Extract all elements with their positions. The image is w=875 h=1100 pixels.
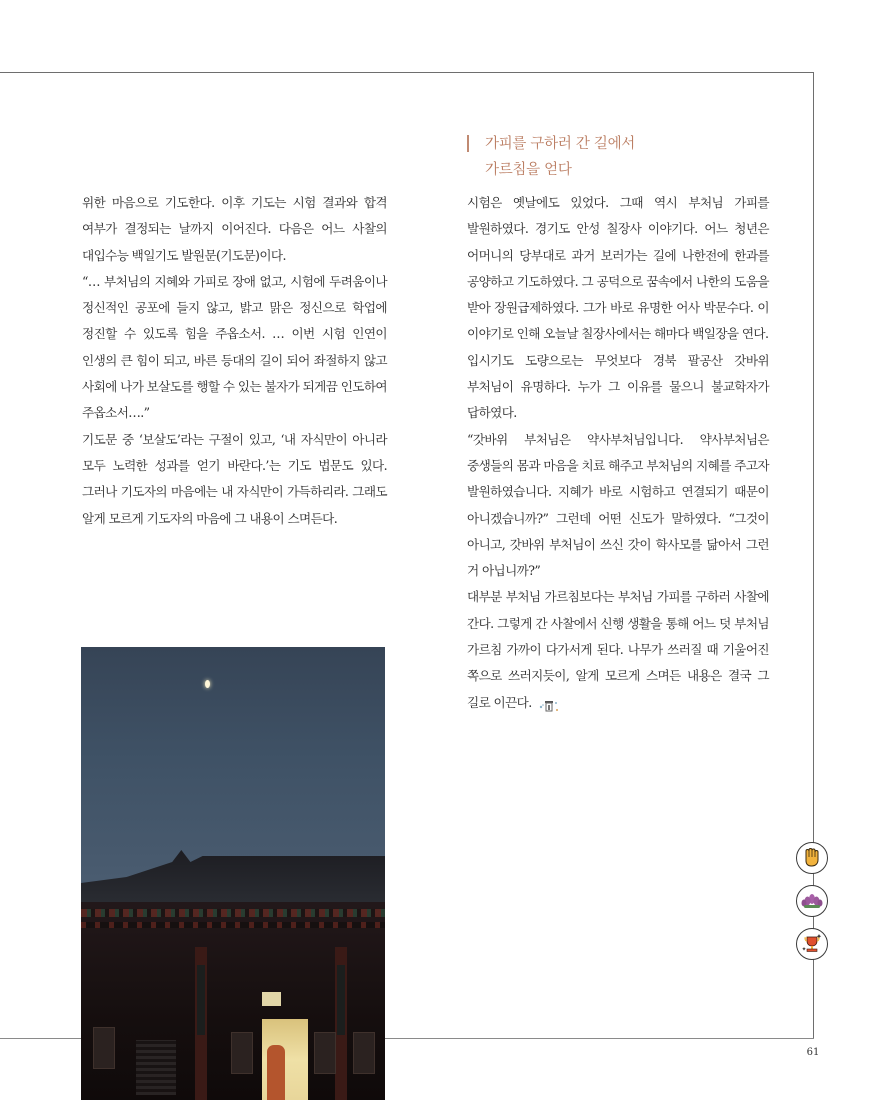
trophy-icon bbox=[796, 928, 828, 960]
prayer-quote: “… 부처님의 지혜와 가피로 장애 없고, 시험에 두려움이나 정신적인 공포에 들지 않고, 밝고 맑은 정신으로 학업에 정진할 수 있도록 힘을 주옵소서. … 이번 시험 인연이 인생의 큰 힘이 되고, 바른 등대의 길이 되어 좌절하지 않고 사회에 나가 보살도를 행할 수 있는 불자가 되게끔 인도하여 주옵소서….” bbox=[82, 273, 387, 421]
hand-icon bbox=[796, 842, 828, 874]
heading-line-1: 가피를 구하러 간 길에서 bbox=[485, 136, 635, 152]
wall-panel bbox=[231, 1032, 253, 1074]
section-heading bbox=[467, 131, 787, 183]
dancheong-pattern-lower bbox=[81, 922, 385, 928]
body-paragraph: 입시기도 도량으로는 무엇보다 경북 팔공산 갓바위 부처님이 유명하다. 누가 그 이유를 물으니 불교학자가 답하였다. bbox=[467, 352, 769, 421]
temple-end-mark-icon bbox=[538, 696, 560, 710]
monk-figure bbox=[267, 1045, 285, 1100]
body-paragraph: 시험은 옛날에도 있었다. 그때 역시 부처님 가피를 발원하였다. 경기도 안성 칠장사 이야기다. 어느 청년은 어머니의 당부대로 과거 보러가는 길에 나한전에 한과를 공양하고 기도하였다. 그 공덕으로 꿈속에서 나한의 도움을 받아 장원급제하였다. 그가 바로 유명한 어사 박문수다. 이 이야기로 인해 오늘날 칠장사에서는 해마다 백일장을 연다. bbox=[467, 195, 769, 342]
temple-pillar bbox=[195, 947, 207, 1100]
moon bbox=[205, 680, 210, 688]
temple-night-photo bbox=[81, 647, 385, 1100]
left-column bbox=[82, 190, 387, 532]
lit-doorway bbox=[262, 1019, 308, 1100]
body-paragraph: 위한 마음으로 기도한다. 이후 기도는 시험 결과와 합격 여부가 결정되는 날까지 이어진다. 다음은 어느 사찰의 대입수능 백일기도 발원문(기도문)이다. bbox=[82, 195, 387, 263]
page-number: 61 bbox=[806, 1047, 820, 1058]
dialogue-paragraph: “갓바위 부처님은 약사부처님입니다. 약사부처님은 중생들의 몸과 마음을 치료 해주고 부처님의 지혜를 주고자 발원하였습니다. 지혜가 바로 시험하고 연결되기 때문이 아니겠습니까?” 그런데 어떤 신도가 말하였다. “그것이 아니고, 갓바위 부처님이 쓰신 갓이 학사모를 닮아서 그런 거 아닙니까?” bbox=[467, 431, 769, 579]
wall-panel bbox=[314, 1032, 336, 1074]
temple-pillar bbox=[335, 947, 347, 1100]
lotus-icon bbox=[796, 885, 828, 917]
temple-roof bbox=[81, 850, 385, 910]
heading-bar bbox=[467, 135, 469, 152]
body-paragraph: 기도문 중 ‘보살도’라는 구절이 있고, ‘내 자식만이 아니라 모두 노력한 성과를 얻기 바란다.’는 기도 법문도 있다. 그러나 기도자의 마음에는 내 자식만이 가득하리라. 그래도 알게 모르게 기도자의 마음에 그 내용이 스며든다. bbox=[82, 431, 387, 526]
closing-paragraph bbox=[467, 584, 769, 715]
right-column bbox=[467, 190, 769, 716]
lit-window bbox=[262, 992, 281, 1006]
heading-line-2: 가르침을 얻다 bbox=[485, 162, 572, 178]
wall-panel bbox=[353, 1032, 375, 1074]
wall-panel bbox=[93, 1027, 115, 1069]
frame-top-rule bbox=[0, 72, 814, 73]
pillar-plaque bbox=[197, 965, 205, 1035]
dancheong-pattern bbox=[81, 909, 385, 917]
lattice-door bbox=[136, 1040, 176, 1095]
pillar-plaque bbox=[337, 965, 345, 1035]
closing-text: 대부분 부처님 가르침보다는 부처님 가피를 구하러 사찰에 간다. 그렇게 간 사찰에서 신행 생활을 통해 어느 덧 부처님 가르침 가까이 다가서게 된다. 나무가 쓰러질 때 기울어진 쪽으로 쓰러지듯이, 알게 모르게 스며든 내용은 결국 그 길로 이끈다. bbox=[467, 589, 769, 710]
